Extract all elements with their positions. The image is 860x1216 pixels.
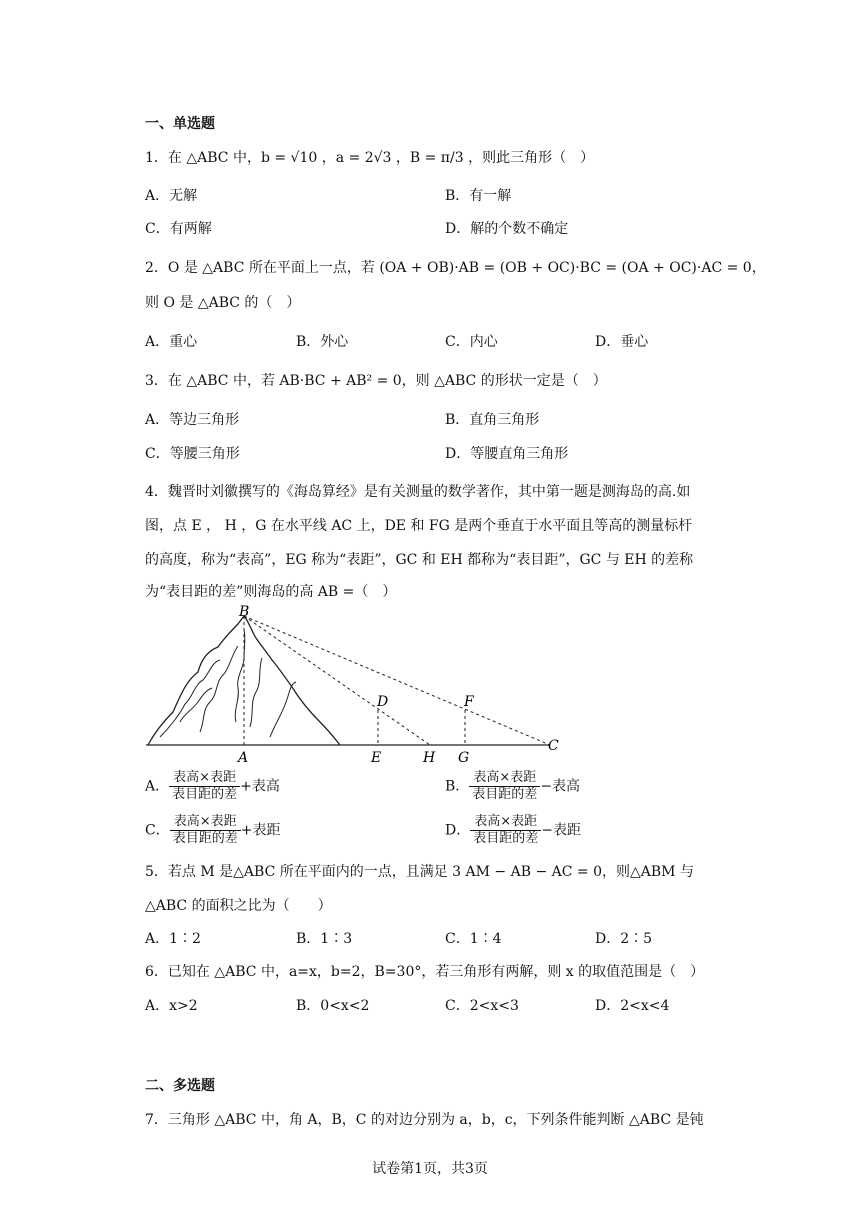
fraction (170, 814, 241, 847)
question-4-line1: 4．魏晋时刘徽撰写的《海岛算经》是有关测量的数学著作，其中第一题是测海岛的高.如 (145, 484, 691, 500)
fraction-denominator: 表目距的差 (172, 787, 238, 802)
q3-option-b: B．直角三角形 (445, 412, 540, 428)
label-d: D (377, 694, 389, 710)
question-2-line1: 2．O 是 △ABC 所在平面上一点，若 (OA + OB)·AB = (OB + OC)·BC = (OA + OC)·AC = 0， (145, 260, 766, 276)
q4-option-a (145, 770, 280, 803)
q2-option-b: B．外心 (296, 334, 349, 350)
option-tail: +表距 (240, 822, 281, 839)
fraction-denominator: 表目距的差 (472, 787, 538, 802)
option-letter: C． (145, 822, 170, 839)
option-tail: −表距 (541, 822, 581, 839)
page-footer: 试卷第1页，共3页 (372, 1161, 488, 1177)
q1-option-c: C．有两解 (145, 221, 212, 237)
q1-option-d: D．解的个数不确定 (445, 221, 569, 237)
fraction-denominator: 表目距的差 (473, 831, 539, 846)
q5-option-b: B．1∶3 (296, 931, 353, 947)
q5-option-a: A．1∶2 (145, 931, 201, 947)
q2-option-c: C．内心 (445, 334, 498, 350)
fraction (169, 770, 240, 803)
q6-option-d: D．2<x<4 (595, 998, 670, 1014)
q1-option-a: A．无解 (145, 188, 198, 204)
q3-option-c: C．等腰三角形 (145, 446, 240, 462)
label-a: A (238, 750, 249, 766)
fraction (469, 770, 540, 803)
option-tail: +表高 (240, 778, 280, 795)
label-e: E (371, 750, 382, 766)
fraction (470, 814, 541, 847)
island-measurement-figure (140, 602, 580, 770)
fraction-numerator: 表高×表距 (470, 814, 541, 831)
q4-option-b (445, 770, 580, 803)
section-title-multi: 二、多选题 (145, 1078, 215, 1094)
label-c: C (548, 738, 559, 754)
question-4-line2: 图，点 E ， H ，G 在水平线 AC 上，DE 和 FG 是两个垂直于水平面且等高的测量标杆 (145, 518, 693, 534)
q1-option-b: B．有一解 (445, 188, 512, 204)
q5-option-d: D．2∶5 (595, 931, 653, 947)
question-7-stem: 7．三角形 △ABC 中，角 A，B，C 的对边分别为 a，b，c，下列条件能判断 △ABC 是钝 (145, 1112, 704, 1128)
label-f: F (464, 694, 474, 710)
fraction-numerator: 表高×表距 (469, 770, 540, 787)
question-5-line1: 5．若点 M 是△ABC 所在平面内的一点，且满足 3 AM − AB − AC = 0，则△ABM 与 (145, 864, 694, 880)
fraction-numerator: 表高×表距 (169, 770, 240, 787)
q6-option-c: C．2<x<3 (445, 998, 519, 1014)
question-3-stem: 3．在 △ABC 中，若 AB·BC + AB² = 0，则 △ABC 的形状一定是（ ） (145, 373, 607, 389)
option-tail: −表高 (540, 778, 581, 795)
option-letter: A． (145, 778, 170, 795)
q2-option-a: A．重心 (145, 334, 198, 350)
label-g: G (458, 750, 470, 766)
label-b: B (239, 604, 250, 620)
q5-option-c: C．1∶4 (445, 931, 502, 947)
question-2-line2: 则 O 是 △ABC 的（ ） (145, 295, 301, 311)
question-5-line2: △ABC 的面积之比为（ ） (145, 898, 332, 914)
fraction-denominator: 表目距的差 (172, 831, 238, 846)
option-letter: D． (445, 822, 471, 839)
q3-option-d: D．等腰直角三角形 (445, 446, 569, 462)
q6-option-b: B．0<x<2 (296, 998, 370, 1014)
q4-option-d (445, 814, 581, 847)
question-6-stem: 6．已知在 △ABC 中，a=x，b=2，B=30°，若三角形有两解，则 x 的取值范围是（ ） (145, 964, 705, 980)
label-h: H (423, 750, 436, 766)
q4-option-c (145, 814, 280, 847)
q3-option-a: A．等边三角形 (145, 412, 240, 428)
question-4-line3: 的高度，称为“表高”，EG 称为“表距”，GC 和 EH 都称为“表目距”，GC 与 EH 的差称 (145, 552, 694, 568)
q2-option-d: D．垂心 (595, 334, 649, 350)
option-letter: B． (445, 778, 470, 795)
q6-option-a: A．x>2 (145, 998, 198, 1014)
question-4-line4: 为“表目距的差”则海岛的高 AB =（ ） (145, 584, 397, 600)
question-1-stem: 1．在 △ABC 中，b = √10 ，a = 2√3 ，B = π/3 ，则此三角形（ ） (145, 150, 595, 166)
section-title-single: 一、单选题 (145, 116, 215, 132)
fraction-numerator: 表高×表距 (170, 814, 241, 831)
